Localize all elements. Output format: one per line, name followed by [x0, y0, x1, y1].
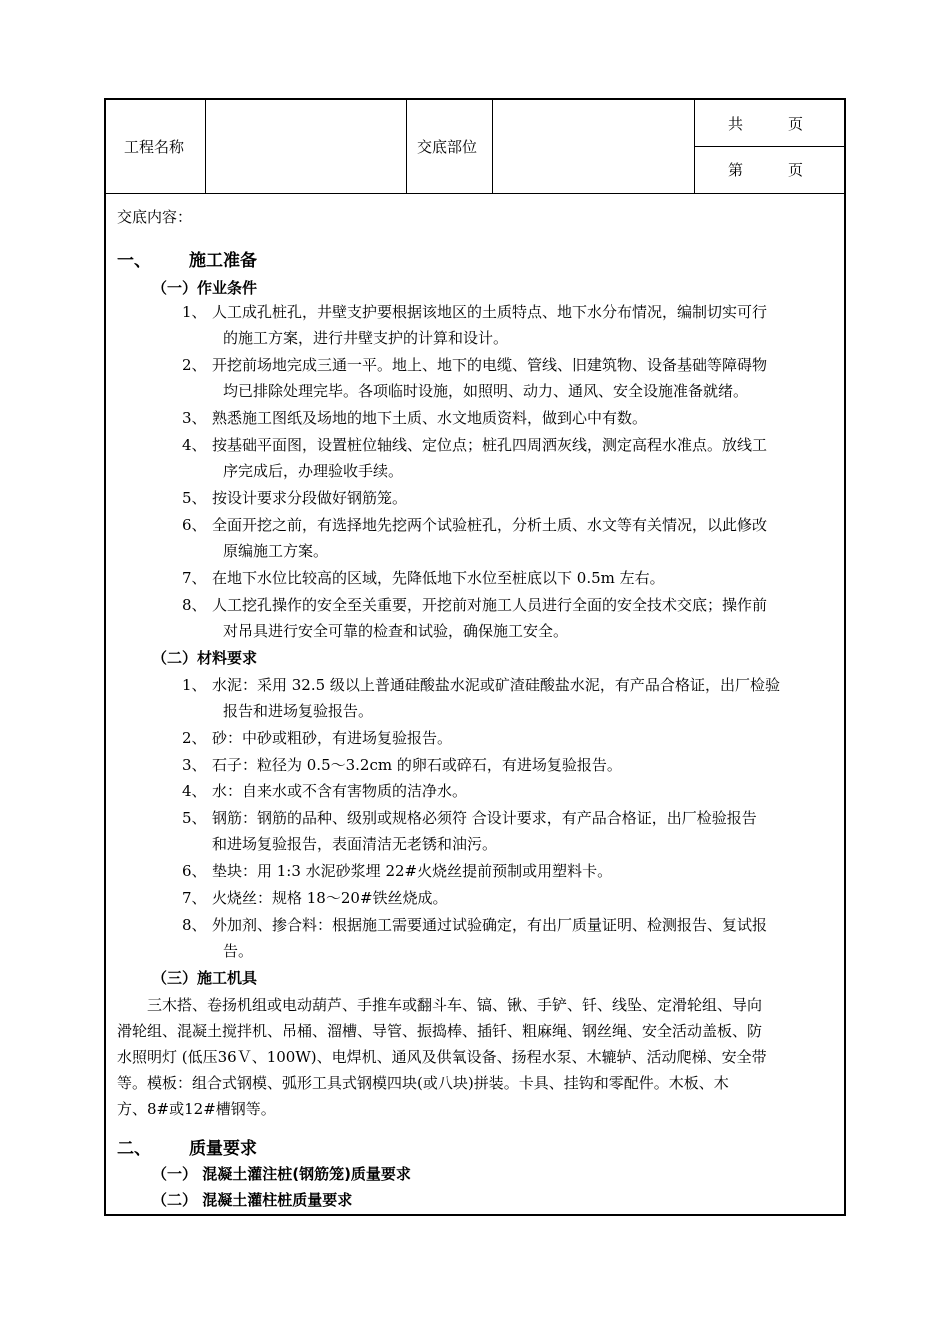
list-item: 7、 在地下水位比较高的区域，先降低地下水位至桩底以下 0.5m 左右。 [182, 569, 665, 587]
subsection-heading: （二）材料要求 [152, 649, 258, 667]
list-item-cont: 序完成后，办理验收手续。 [223, 462, 404, 480]
list-item: 7、 火烧丝：规格 18～20#铁丝烧成。 [182, 889, 448, 907]
subsection-heading: （一）作业条件 [152, 279, 258, 297]
header-row [106, 100, 844, 194]
list-item: 1、 人工成孔桩孔，井壁支护要根据该地区的土质特点、地下水分布情况，编制切实可行 [182, 303, 768, 321]
list-item-cont: 均已排除处理完毕。各项临时设施，如照明、动力、通风、安全设施准备就绪。 [223, 382, 749, 400]
list-item: 6、 全面开挖之前，有选择地先挖两个试验桩孔，分析土质、水文等有关情况，以此修改 [182, 516, 768, 534]
section-1-heading [117, 251, 257, 271]
divider [694, 146, 844, 147]
divider [406, 100, 407, 193]
section-title: 施工准备 [189, 251, 257, 271]
list-item: 4、 按基础平面图，设置桩位轴线、定位点；桩孔四周洒灰线，测定高程水准点。放线工 [182, 436, 768, 454]
list-item-cont: 的施工方案，进行井壁支护的计算和设计。 [223, 329, 509, 347]
project-name-label: 工程名称 [124, 138, 185, 156]
tools-paragraph-line: 方、8#或12#槽钢等。 [117, 1100, 276, 1118]
tools-paragraph-line: 水照明灯 (低压36Ｖ、100W)、电焊机、通风及供氧设备、扬程水泵、木辘轳、活动爬梯、安全带 [117, 1048, 767, 1066]
list-item: 3、 石子：粒径为 0.5～3.2cm 的卵石或碎石，有进场复验报告。 [182, 756, 622, 774]
list-item-cont: 原编施工方案。 [223, 542, 329, 560]
list-item: 8、 外加剂、掺合料：根据施工需要通过试验确定，有出厂质量证明、检测报告、复试报 [182, 916, 768, 934]
list-item: 6、 垫块：用 1:3 水泥砂浆埋 22#火烧丝提前预制或用塑料卡。 [182, 862, 613, 880]
section-number: 一、 [117, 251, 151, 271]
disclosure-sheet [104, 98, 846, 1216]
list-item-cont: 告。 [223, 942, 254, 960]
list-item: 4、 水：自来水或不含有害物质的洁净水。 [182, 782, 468, 800]
list-item: 3、 熟悉施工图纸及场地的地下土质、水文地质资料，做到心中有数。 [182, 409, 648, 427]
tools-paragraph-line: 三木搭、卷扬机组或电动葫芦、手推车或翻斗车、镐、锹、手铲、钎、线坠、定滑轮组、导向 [147, 996, 763, 1014]
subsection-heading: （一） 混凝土灌注桩(钢筋笼)质量要求 [152, 1165, 411, 1183]
list-item-cont: 报告和进场复验报告。 [223, 702, 374, 720]
list-item-cont: 和进场复验报告，表面清洁无老锈和油污。 [212, 835, 498, 853]
list-item: 2、 砂：中砂或粗砂，有进场复验报告。 [182, 729, 453, 747]
list-item: 1、 水泥：采用 32.5 级以上普通硅酸盐水泥或矿渣硅酸盐水泥，有产品合格证，出厂检验 [182, 676, 780, 694]
tools-paragraph-line: 等。模板：组合式钢模、弧形工具式钢模四块(或八块)拼装。卡具、挂钩和零配件。木板、木 [117, 1074, 729, 1092]
section-2-heading [117, 1139, 257, 1159]
section-number: 二、 [117, 1139, 151, 1159]
subsection-heading: （三）施工机具 [152, 969, 258, 987]
list-item: 2、 开挖前场地完成三通一平。地上、地下的电缆、管线、旧建筑物、设备基础等障碍物 [182, 356, 768, 374]
list-item-cont: 对吊具进行安全可靠的检查和试验，确保施工安全。 [223, 622, 569, 640]
total-pages: 共 页 [728, 115, 804, 133]
section-title: 质量要求 [189, 1139, 257, 1159]
divider [492, 100, 493, 193]
tools-paragraph-line: 滑轮组、混凝土搅拌机、吊桶、溜槽、导管、振捣棒、插钎、粗麻绳、钢丝绳、安全活动盖板、防 [117, 1022, 763, 1040]
part-label: 交底部位 [417, 138, 478, 156]
subsection-heading: （二） 混凝土灌柱桩质量要求 [152, 1191, 353, 1209]
page-number: 第 页 [728, 161, 804, 179]
content-label: 交底内容： [117, 208, 193, 226]
list-item: 8、 人工挖孔操作的安全至关重要，开挖前对施工人员进行全面的安全技术交底；操作前 [182, 596, 768, 614]
list-item: 5、 钢筋：钢筋的品种、级别或规格必须符 合设计要求，有产品合格证，出厂检验报告 [182, 809, 757, 827]
divider [205, 100, 206, 193]
list-item: 5、 按设计要求分段做好钢筋笼。 [182, 489, 408, 507]
